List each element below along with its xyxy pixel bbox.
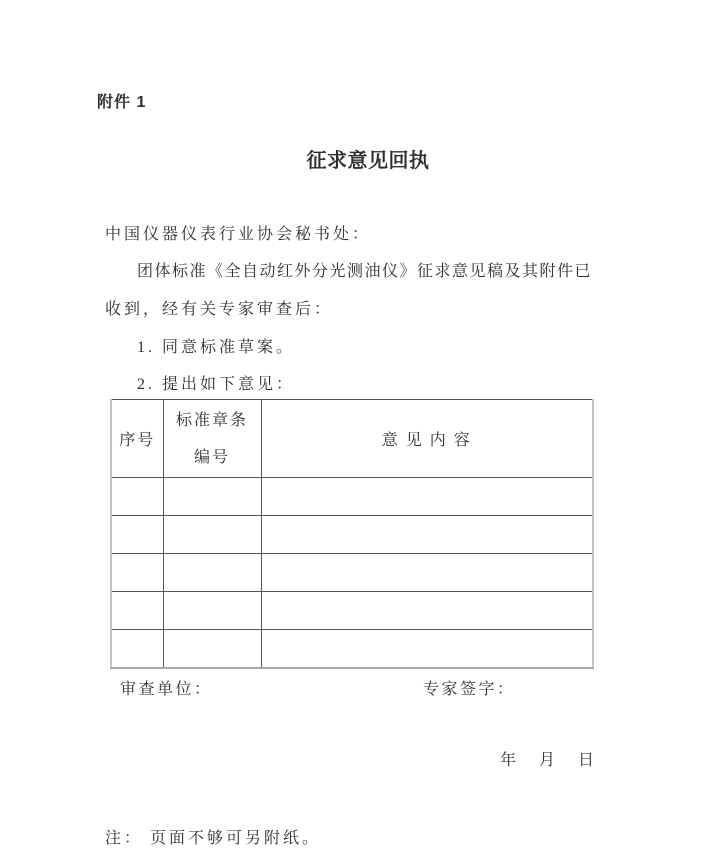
attachment-label: 附件 1 <box>97 94 147 111</box>
expert-signature-label: 专家签字： <box>423 681 516 698</box>
date-line: 年 月 日 <box>500 752 598 769</box>
salutation-line: 中国仪器仪表行业协会秘书处： <box>105 226 372 243</box>
table-cell <box>111 592 163 630</box>
header-clause-line2: 编号 <box>193 448 230 466</box>
review-unit-label: 审查单位： <box>120 681 213 698</box>
table-cell <box>261 592 593 630</box>
note-line: 注： 页面不够可另附纸。 <box>105 830 322 847</box>
table-row <box>111 554 593 592</box>
table-cell <box>111 630 163 668</box>
table-cell <box>261 554 593 592</box>
paragraph-line-2: 收到，经有关专家审查后： <box>105 301 334 318</box>
list-item-agree: 1. 同意标准草案。 <box>137 339 296 356</box>
table-cell <box>261 516 593 554</box>
list-item-comments: 2. 提出如下意见： <box>137 376 296 393</box>
paragraph-line-1: 团体标准《全自动红外分光测油仪》征求意见稿及其附件已 <box>137 263 593 280</box>
table-cell <box>111 516 163 554</box>
table-cell <box>111 554 163 592</box>
table-row <box>111 630 593 668</box>
page-title: 征求意见回执 <box>306 150 430 172</box>
table-cell <box>163 554 261 592</box>
table-cell <box>261 630 593 668</box>
table-cell <box>261 478 593 516</box>
table-cell <box>163 516 261 554</box>
table-body <box>111 478 593 668</box>
table-row <box>111 478 593 516</box>
table-cell <box>163 478 261 516</box>
table-cell <box>111 478 163 516</box>
header-cell-content: 意 见 内 容 <box>261 400 593 478</box>
table-row <box>111 592 593 630</box>
table-header-row <box>111 400 593 478</box>
header-cell-clause <box>163 400 261 478</box>
header-clause-line1: 标准章条 <box>175 411 248 429</box>
header-cell-seq: 序号 <box>111 400 163 478</box>
table-row <box>111 516 593 554</box>
comments-table <box>110 399 594 669</box>
table-cell <box>163 630 261 668</box>
table-cell <box>163 592 261 630</box>
